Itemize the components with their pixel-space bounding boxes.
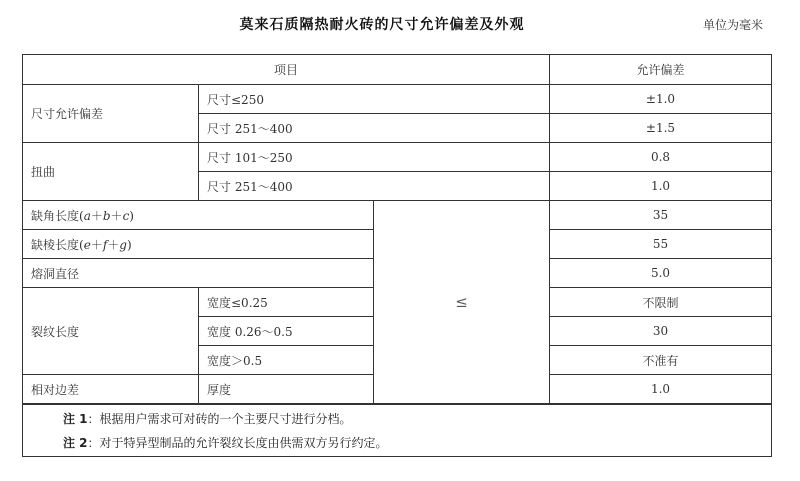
comparison-symbol: ≤: [374, 201, 550, 405]
notes-cell: [23, 404, 772, 457]
note-1: 注 1：根据用户需求可对砖的一个主要尺寸进行分档。: [63, 411, 352, 426]
value-cell: 5.0: [550, 259, 772, 288]
condition-cell: 宽度≤0.25: [199, 288, 374, 317]
group-crack-length: 裂纹长度: [23, 288, 199, 375]
table-row: [23, 85, 772, 114]
value-cell: ±1.0: [550, 85, 772, 114]
notes-row: [23, 404, 772, 457]
value-cell: 不准有: [550, 346, 772, 375]
header-row: [23, 55, 772, 85]
condition-cell: 尺寸 251～400: [199, 172, 550, 201]
value-cell: 35: [550, 201, 772, 230]
group-size-tolerance: 尺寸允许偏差: [23, 85, 199, 143]
value-cell: 55: [550, 230, 772, 259]
table-row: [23, 143, 772, 172]
condition-cell: 厚度: [199, 375, 374, 405]
condition-cell: 尺寸 101～250: [199, 143, 550, 172]
value-cell: 1.0: [550, 172, 772, 201]
condition-cell: 宽度 0.26～0.5: [199, 317, 374, 346]
group-edge-defect: 缺棱长度(e＋f＋g): [23, 230, 374, 259]
group-melt-hole: 熔洞直径: [23, 259, 374, 288]
value-cell: 1.0: [550, 375, 772, 405]
table-row: [23, 201, 772, 230]
tolerance-table: [22, 54, 772, 457]
condition-cell: 尺寸≤250: [199, 85, 550, 114]
note-2: 注 2：对于特异型制品的允许裂纹长度由供需双方另行约定。: [63, 435, 388, 450]
group-warp: 扭曲: [23, 143, 199, 201]
header-tolerance: 允许偏差: [550, 55, 772, 85]
value-cell: 不限制: [550, 288, 772, 317]
condition-cell: 尺寸 251～400: [199, 114, 550, 143]
document-title: 莫来石质隔热耐火砖的尺寸允许偏差及外观: [239, 17, 525, 33]
value-cell: 0.8: [550, 143, 772, 172]
condition-cell: 宽度＞0.5: [199, 346, 374, 375]
unit-label: 单位为毫米: [703, 18, 764, 32]
header-item: 项目: [23, 55, 550, 85]
value-cell: 30: [550, 317, 772, 346]
group-corner-defect: 缺角长度(a＋b＋c): [23, 201, 374, 230]
group-relative-edge-diff: 相对边差: [23, 375, 199, 405]
value-cell: ±1.5: [550, 114, 772, 143]
